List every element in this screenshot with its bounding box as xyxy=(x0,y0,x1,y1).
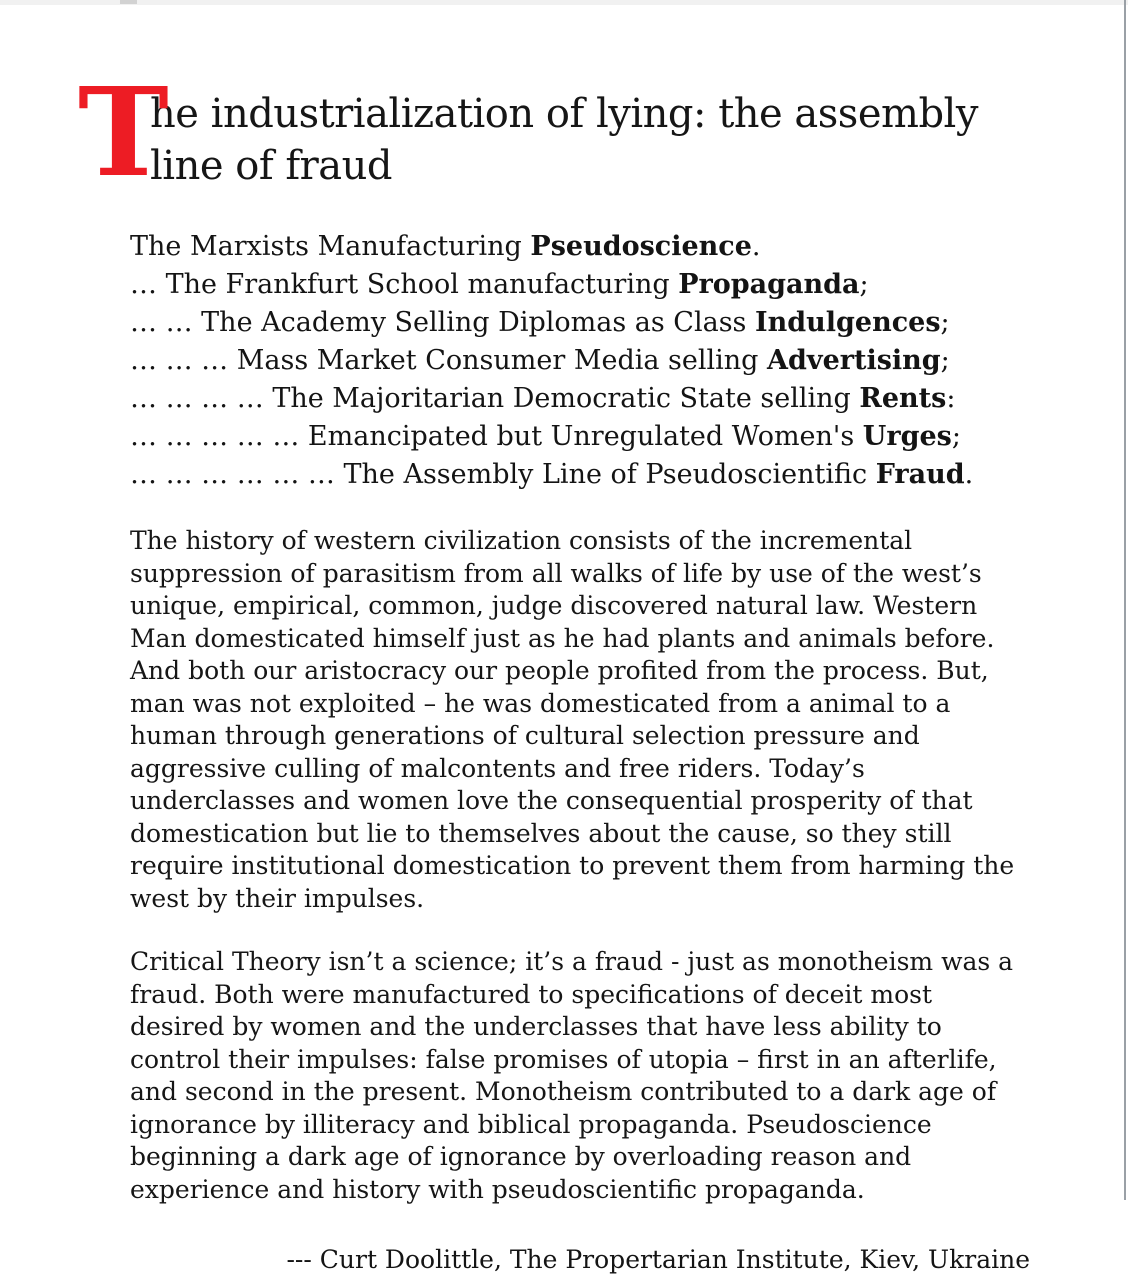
chant-suffix: ; xyxy=(940,345,950,376)
chant-bold-word: Propaganda xyxy=(678,269,860,300)
window-right-border xyxy=(1124,0,1126,1200)
article-header xyxy=(78,60,1010,204)
chant-line xyxy=(130,342,1030,380)
document-page xyxy=(78,60,1030,1276)
chant-text: … … … … … … The Assembly Line of Pseudoscientific xyxy=(130,459,876,490)
chant-bold-word: Indulgences xyxy=(755,307,941,338)
dropcap-letter: T xyxy=(78,60,169,204)
chant-bold-word: Urges xyxy=(862,421,952,452)
chant-suffix: ; xyxy=(859,269,869,300)
chant-bold-word: Rents xyxy=(859,383,947,414)
chant-bold-word: Pseudoscience xyxy=(530,231,752,262)
chant-text: … … … … The Majoritarian Democratic State selling xyxy=(130,383,860,414)
chant-suffix: : xyxy=(946,383,956,414)
chant-list xyxy=(130,228,1030,494)
chant-text: … … … … … Emancipated but Unregulated Women's xyxy=(130,421,863,452)
chant-line xyxy=(130,456,1030,494)
paragraph-critical-theory: Critical Theory isn’t a science; it’s a fraud - just as monotheism was a fraud. Both were manufactured to specifications of deceit most desired by women and the underclasses that have less ability to control their impulses: false promises of utopia – first in an afterlife, and second in the present. Monotheism contributed to a dark age of ignorance by illiteracy and biblical propaganda. Pseudoscience beginning a dark age of ignorance by overloading reason and experience and history with pseudoscientific propaganda. xyxy=(130,947,1014,1204)
chant-line xyxy=(130,304,1030,342)
chant-line xyxy=(130,266,1030,304)
chant-text: … … The Academy Selling Diplomas as Class xyxy=(130,307,755,338)
chant-suffix: ; xyxy=(940,307,950,338)
chant-line xyxy=(130,380,1030,418)
chant-bold-word: Advertising xyxy=(767,345,941,376)
chant-bold-word: Fraud xyxy=(875,459,965,490)
chant-suffix: . xyxy=(964,459,974,490)
chant-line xyxy=(130,228,1030,266)
chant-suffix: . xyxy=(751,231,761,262)
chant-text: … The Frankfurt School manufacturing xyxy=(130,269,679,300)
chant-text: The Marxists Manufacturing xyxy=(130,231,531,262)
chant-text: … … … Mass Market Consumer Media selling xyxy=(130,345,768,376)
paragraph-history: The history of western civilization consists of the incremental suppression of parasitism from all walks of life by use of the west’s unique, empirical, common, judge discovered natural law. Western Man domesticated himself just as he had plants and animals before. And both our aristocracy our people profited from the process. But, man was not exploited – he was domesticated from a animal to a human through generations of cultural selection pressure and aggressive culling of malcontents and free riders. Today’s underclasses and women love the consequential prosperity of that domestication but lie to themselves about the cause, so they still require institutional domestication to prevent them from harming the west by their impulses. xyxy=(130,526,1015,913)
chant-line xyxy=(130,418,1030,456)
top-edge-notch xyxy=(120,0,137,4)
window-top-edge xyxy=(0,0,1128,5)
chant-suffix: ; xyxy=(951,421,961,452)
page-title: he industrialization of lying: the assembly line of fraud xyxy=(150,91,978,189)
attribution-line: --- Curt Doolittle, The Propertarian Institute, Kiev, Ukraine xyxy=(286,1245,1030,1274)
